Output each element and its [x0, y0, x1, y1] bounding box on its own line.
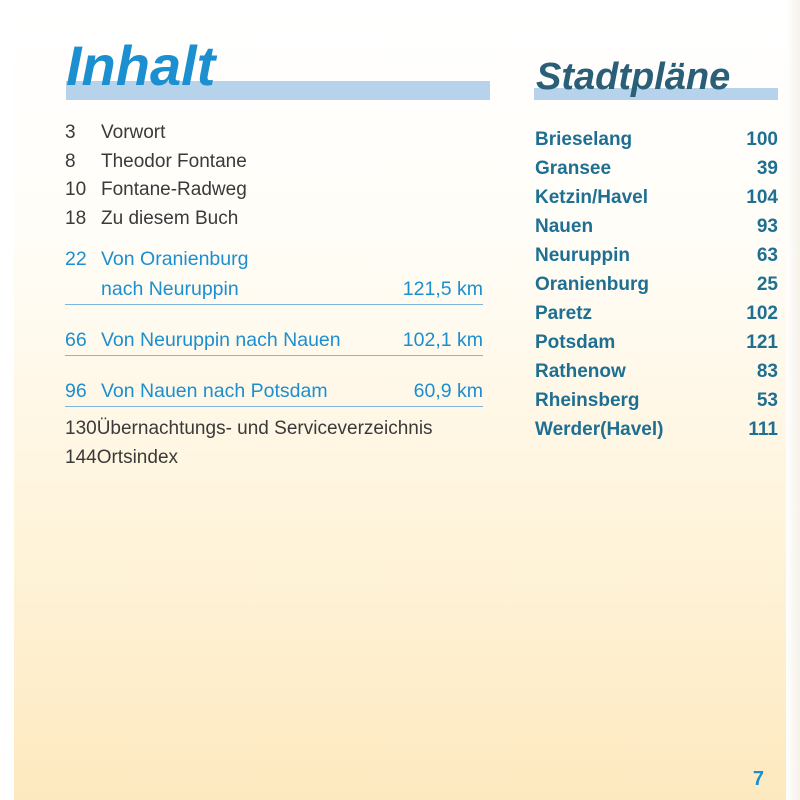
city-page-number: 83: [756, 361, 778, 382]
toc-appendix-list: [65, 415, 433, 472]
page-edge-shadow: [786, 0, 800, 800]
city-map-entry[interactable]: [535, 415, 778, 444]
city-name: Paretz: [535, 303, 593, 324]
toc-list: [65, 119, 247, 233]
city-name: Ketzin/Havel: [535, 187, 648, 208]
toc-entry-text: Übernachtungs- und Serviceverzeichnis: [96, 418, 433, 439]
city-map-entry[interactable]: [535, 212, 778, 241]
city-map-entry[interactable]: [535, 270, 778, 299]
route-title-continued: nach Neuruppin: [101, 278, 239, 300]
toc-entry-text: Vorwort: [101, 122, 166, 143]
toc-page-number: 18: [65, 207, 87, 229]
city-page-number: 111: [748, 419, 778, 440]
city-name: Werder(Havel): [535, 419, 664, 440]
toc-entry[interactable]: [65, 119, 247, 148]
toc-entry[interactable]: [65, 176, 247, 205]
route-entry[interactable]: [65, 244, 483, 305]
route-distance: 102,1 km: [402, 329, 483, 351]
toc-page-number: 144: [65, 446, 97, 468]
toc-entry-text: Fontane-Radweg: [101, 179, 247, 200]
inhalt-title: Inhalt: [66, 34, 216, 97]
city-name: Gransee: [535, 158, 612, 179]
toc-entry[interactable]: [65, 415, 433, 444]
city-name: Oranienburg: [535, 274, 650, 295]
toc-page-number: 10: [65, 179, 87, 200]
route-page-number: 96: [65, 380, 87, 402]
city-name: Brieselang: [535, 129, 633, 150]
city-page-number: 121: [746, 332, 778, 353]
city-page-number: 102: [746, 303, 778, 324]
city-map-entry[interactable]: [535, 183, 778, 212]
toc-entry[interactable]: [65, 148, 247, 177]
city-map-entry[interactable]: [535, 154, 778, 183]
city-name: Potsdam: [535, 332, 616, 353]
city-page-number: 39: [756, 158, 778, 179]
city-page-number: 53: [756, 390, 778, 411]
route-title: Von Oranienburg: [101, 248, 249, 270]
city-map-entry[interactable]: [535, 328, 778, 357]
route-distance: 60,9 km: [413, 380, 483, 402]
city-page-number: 104: [746, 187, 778, 208]
route-title: Von Neuruppin nach Nauen: [101, 329, 341, 351]
toc-entry-text: Ortsindex: [96, 446, 179, 468]
city-page-number: 100: [746, 129, 778, 150]
toc-entry[interactable]: [65, 444, 433, 473]
page-number: 7: [752, 768, 764, 790]
route-entry[interactable]: [65, 325, 483, 356]
city-page-number: 93: [756, 216, 778, 237]
city-name: Rheinsberg: [535, 390, 640, 411]
toc-entry-text: Zu diesem Buch: [101, 207, 239, 229]
route-entry[interactable]: [65, 376, 483, 407]
city-map-list: [535, 125, 778, 444]
toc-page-number: 8: [65, 150, 76, 172]
city-page-number: 63: [756, 245, 778, 266]
city-name: Nauen: [535, 216, 594, 237]
toc-page-number: 130: [65, 418, 97, 439]
city-map-entry[interactable]: [535, 386, 778, 415]
city-name: Rathenow: [535, 361, 626, 382]
route-title: Von Nauen nach Potsdam: [101, 380, 328, 402]
city-map-entry[interactable]: [535, 241, 778, 270]
stadtplaene-title: Stadtpläne: [536, 56, 731, 98]
city-name: Neuruppin: [535, 245, 630, 266]
route-page-number: 66: [65, 329, 87, 351]
route-page-number: 22: [65, 248, 87, 270]
toc-entry[interactable]: [65, 205, 247, 234]
city-map-entry[interactable]: [535, 125, 778, 154]
toc-entry-text: Theodor Fontane: [101, 150, 247, 172]
city-map-entry[interactable]: [535, 357, 778, 386]
route-distance: 121,5 km: [402, 278, 483, 300]
toc-page-number: 3: [65, 122, 76, 143]
city-map-entry[interactable]: [535, 299, 778, 328]
book-page: [14, 0, 786, 800]
city-page-number: 25: [756, 274, 778, 295]
